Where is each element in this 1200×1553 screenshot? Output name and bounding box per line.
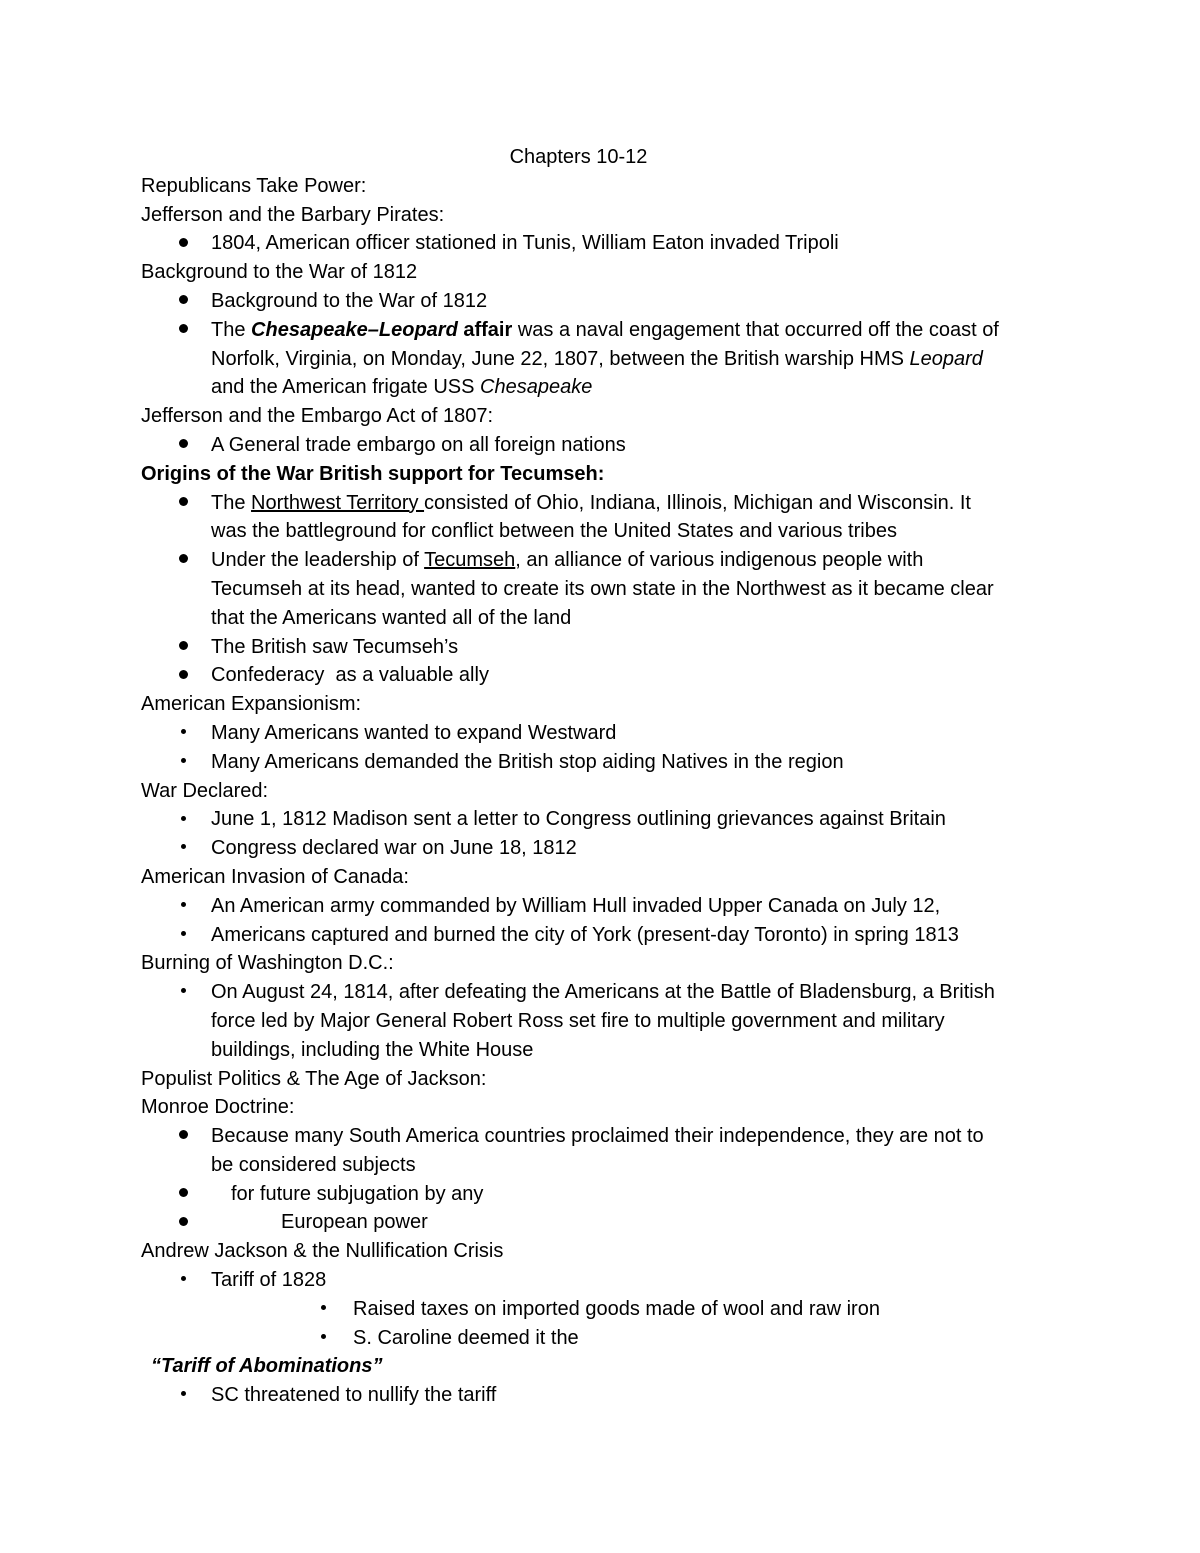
- section-heading: Andrew Jackson & the Nullification Crisis: [141, 1240, 504, 1263]
- list-item: 1804, American officer stationed in Tunis, William Eaton invaded Tripoli: [141, 229, 1081, 258]
- list-item: SC threatened to nullify the tariff: [141, 1381, 1081, 1410]
- list-item: Confederacy as a valuable ally: [141, 661, 1081, 690]
- bullet-icon: [173, 1180, 193, 1209]
- section-heading: Origins of the War British support for Tecumseh:: [141, 462, 605, 485]
- bullet-icon: [173, 921, 193, 950]
- bullet-icon: [173, 546, 193, 575]
- list-item: The British saw Tecumseh’s: [141, 633, 1081, 662]
- section-heading: War Declared:: [141, 779, 269, 802]
- bullet-icon: [313, 1324, 333, 1353]
- bullet-icon: [173, 805, 193, 834]
- bullet-icon: [173, 431, 193, 460]
- bullet-icon: [173, 834, 193, 863]
- list-item: June 1, 1812 Madison sent a letter to Congress outlining grievances against Britain: [141, 805, 1081, 834]
- bullet-icon: [173, 229, 193, 258]
- bullet-icon: [173, 661, 193, 690]
- list-item: Congress declared war on June 18, 1812: [141, 834, 1081, 863]
- page-title: Chapters 10-12: [509, 146, 648, 168]
- bullet-icon: [173, 748, 193, 777]
- bullet-icon: [173, 489, 193, 518]
- list-item: Many Americans demanded the British stop aiding Natives in the region: [141, 748, 1081, 777]
- list-item: for future subjugation by any: [141, 1180, 1081, 1209]
- quote-heading: “Tariff of Abominations”: [151, 1355, 383, 1378]
- list-item: An American army commanded by William Hull invaded Upper Canada on July 12,: [141, 892, 1081, 921]
- list-item: The Northwest Territory consisted of Ohio, Indiana, Illinois, Michigan and Wisconsin. It was the battleground for conflict between the United States and various tribes: [141, 489, 1081, 547]
- bullet-icon: [173, 978, 193, 1007]
- bullet-icon: [173, 1208, 193, 1237]
- sub-list-item: S. Caroline deemed it the: [141, 1324, 1081, 1353]
- section-heading: Jefferson and the Embargo Act of 1807:: [141, 405, 494, 428]
- list-item: Because many South America countries proclaimed their independence, they are not to be considered subjects: [141, 1122, 1081, 1180]
- bullet-icon: [173, 1266, 193, 1295]
- section-heading: Republicans Take Power:: [141, 174, 367, 197]
- list-item: Under the leadership of Tecumseh, an alliance of various indigenous people with Tecumseh at its head, wanted to create its own state in the Northwest as it became clear that the Americans wanted all of the land: [141, 546, 1081, 632]
- bullet-icon: [173, 633, 193, 662]
- bullet-icon: [173, 316, 193, 345]
- document-body: [141, 143, 1081, 1410]
- section-heading: Monroe Doctrine:: [141, 1096, 295, 1119]
- list-item: Many Americans wanted to expand Westward: [141, 719, 1081, 748]
- bullet-icon: [173, 1381, 193, 1410]
- list-item: The Chesapeake–Leopard affair was a naval engagement that occurred off the coast of Norfolk, Virginia, on Monday, June 22, 1807, between the British warship HMS Leopard and the American frigate USS Chesapeake: [141, 316, 1081, 402]
- bullet-icon: [173, 892, 193, 921]
- list-item: Americans captured and burned the city of York (present-day Toronto) in spring 1813: [141, 921, 1081, 950]
- section-heading: Jefferson and the Barbary Pirates:: [141, 203, 445, 226]
- list-item: Tariff of 1828: [141, 1266, 1081, 1295]
- list-item: On August 24, 1814, after defeating the Americans at the Battle of Bladensburg, a British force led by Major General Robert Ross set fire to multiple government and military buildings, including the White House: [141, 978, 1081, 1064]
- section-heading: Background to the War of 1812: [141, 261, 418, 284]
- section-heading: Populist Politics & The Age of Jackson:: [141, 1067, 487, 1090]
- sub-list-item: Raised taxes on imported goods made of wool and raw iron: [141, 1295, 1081, 1324]
- bullet-icon: [173, 1122, 193, 1151]
- bullet-icon: [173, 719, 193, 748]
- bullet-icon: [313, 1295, 333, 1324]
- list-item: European power: [141, 1208, 1081, 1237]
- section-heading: Burning of Washington D.C.:: [141, 952, 394, 975]
- bullet-icon: [173, 287, 193, 316]
- section-heading: American Expansionism:: [141, 693, 362, 716]
- list-item: A General trade embargo on all foreign nations: [141, 431, 1081, 460]
- section-heading: American Invasion of Canada:: [141, 865, 409, 888]
- list-item: Background to the War of 1812: [141, 287, 1081, 316]
